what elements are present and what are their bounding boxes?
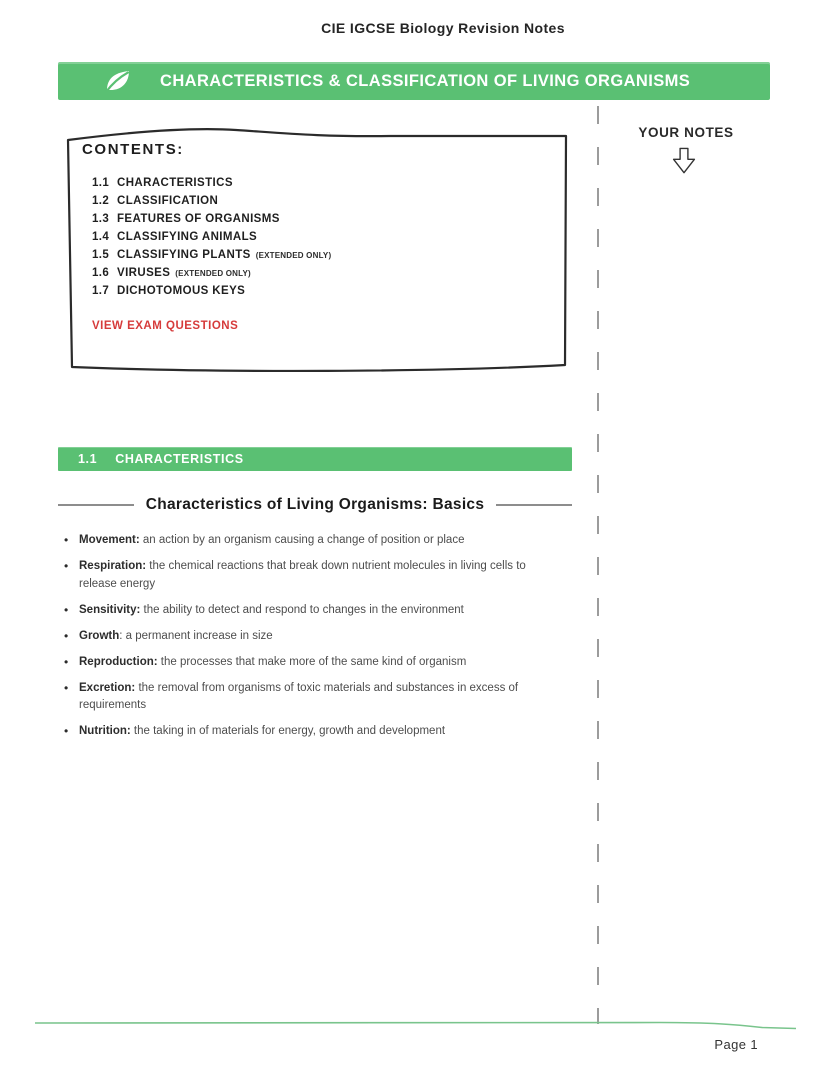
subheading-left-rule [58, 504, 134, 506]
toc-item-characteristics[interactable] [92, 177, 331, 195]
characteristic-term: Respiration: [79, 560, 147, 572]
contents-box [60, 124, 574, 378]
down-arrow-icon [671, 146, 697, 176]
toc-item-label: CLASSIFICATION [117, 195, 219, 207]
your-notes-label: YOUR NOTES [638, 125, 734, 140]
footer-divider-line [0, 1018, 828, 1032]
table-of-contents [92, 177, 331, 303]
list-item-respiration [62, 558, 560, 593]
characteristic-definition: an action by an organism causing a change of position or place [139, 534, 465, 546]
list-item-sensitivity [62, 602, 560, 620]
subheading-right-rule [496, 504, 572, 506]
characteristic-term: Reproduction: [79, 655, 158, 668]
toc-item-number: 1.7 [92, 285, 110, 297]
characteristic-term: Movement: [79, 534, 140, 546]
toc-item-number: 1.3 [92, 213, 110, 225]
characteristic-definition: the processes that make more of the same kind of organism [157, 655, 467, 668]
toc-item-number: 1.5 [92, 249, 110, 261]
section-title: CHARACTERISTICS [115, 452, 244, 466]
toc-item-classifying-animals[interactable] [92, 231, 331, 249]
page-number: Page 1 [714, 1037, 758, 1052]
toc-item-number: 1.4 [92, 231, 110, 243]
section-number: 1.1 [78, 452, 98, 466]
contents-heading: CONTENTS: [82, 141, 184, 158]
toc-item-dichotomous-keys[interactable] [92, 285, 331, 303]
list-item-nutrition [62, 723, 560, 741]
toc-item-note: (EXTENDED ONLY) [175, 269, 251, 278]
list-item-growth [62, 628, 560, 646]
toc-item-label: FEATURES OF ORGANISMS [117, 213, 280, 225]
list-item-movement [62, 532, 560, 550]
characteristics-list [62, 532, 560, 749]
chapter-banner-title: CHARACTERISTICS & CLASSIFICATION OF LIVING ORGANISMS [160, 71, 691, 90]
toc-item-label: DICHOTOMOUS KEYS [117, 285, 246, 297]
toc-item-classifying-plants[interactable] [92, 249, 331, 267]
toc-item-note: (EXTENDED ONLY) [255, 251, 332, 260]
toc-item-number: 1.2 [92, 195, 110, 207]
subheading-row [58, 496, 572, 514]
characteristic-term: Nutrition: [79, 725, 131, 737]
characteristic-term: Sensitivity: [79, 603, 141, 616]
view-exam-questions-link[interactable]: VIEW EXAM QUESTIONS [92, 320, 239, 332]
doc-header-title: CIE IGCSE Biology Revision Notes [321, 20, 565, 36]
toc-item-label: CHARACTERISTICS [117, 177, 233, 189]
characteristic-definition: the chemical reactions that break down nutrient molecules in living cells to release energy [79, 560, 526, 590]
characteristic-term: Excretion: [79, 681, 136, 694]
toc-item-label: CLASSIFYING PLANTS [117, 249, 251, 261]
section-header-bar [58, 447, 572, 471]
toc-item-label: VIRUSES [117, 267, 171, 279]
toc-item-features-of-organisms[interactable] [92, 213, 331, 231]
characteristic-definition: : a permanent increase in size [119, 629, 273, 642]
chapter-banner [58, 62, 770, 100]
margin-divider-line [597, 106, 599, 1024]
toc-item-label: CLASSIFYING ANIMALS [117, 231, 258, 243]
toc-item-number: 1.1 [92, 177, 110, 189]
toc-item-classification[interactable] [92, 195, 331, 213]
toc-item-number: 1.6 [92, 267, 110, 279]
characteristic-definition: the ability to detect and respond to changes in the environment [140, 603, 464, 616]
characteristic-term: Growth [79, 629, 120, 642]
characteristic-definition: the taking in of materials for energy, growth and development [130, 725, 446, 737]
list-item-excretion [62, 680, 560, 715]
subheading-title: Characteristics of Living Organisms: Basics [145, 496, 485, 513]
toc-item-viruses[interactable] [92, 267, 331, 285]
list-item-reproduction [62, 654, 560, 672]
characteristic-definition: the removal from organisms of toxic materials and substances in excess of requirements [79, 681, 519, 711]
leaf-icon [104, 68, 132, 94]
